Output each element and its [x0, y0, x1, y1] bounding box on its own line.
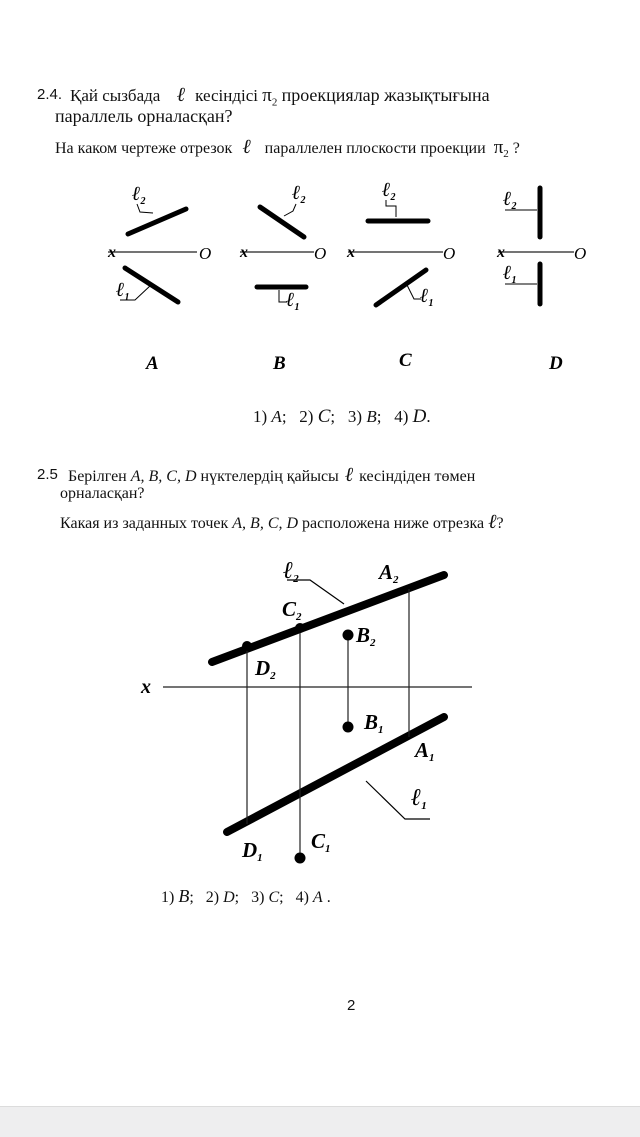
q24-ans1 — [253, 407, 287, 426]
q24-pi-symbol: π — [262, 85, 272, 106]
fig-c-l1-label — [420, 285, 434, 309]
fig-c-l1-segment — [376, 270, 426, 305]
q25-ru-text-a: Какая из заданных точек — [60, 515, 229, 532]
figure-label-b: B — [273, 353, 286, 374]
label-a2 — [377, 560, 399, 586]
q25-ans4 — [296, 889, 331, 906]
q24-pi-subscript: 2 — [271, 96, 278, 109]
label-b1-sub: 1 — [378, 724, 384, 736]
fig-c-l1-ell: ℓ — [420, 285, 429, 307]
label-a2-sub: 2 — [393, 574, 399, 586]
fig-b-x-label: x — [240, 244, 248, 261]
figure-label-a: A — [146, 353, 159, 374]
q24-ru-line — [55, 136, 520, 160]
q25-ru-text-b: расположена ниже отрезка — [302, 515, 485, 532]
q25-kz-line1 — [68, 464, 475, 487]
label-l1-sub: 1 — [421, 800, 427, 812]
q24-ans1-num: 1) — [253, 407, 268, 426]
q24-ru-pi-symbol: π — [493, 137, 504, 158]
fig-b-o-label: O — [314, 244, 327, 263]
fig-b-l2-leader — [284, 204, 296, 216]
q25-kz-line2: орналасқан? — [60, 485, 145, 502]
q25-x-label: x — [141, 676, 151, 698]
label-b1 — [363, 710, 384, 736]
label-a1-sub: 1 — [429, 752, 435, 764]
label-c1-letter: C — [311, 829, 326, 853]
q25-ans3-num: 3) — [251, 889, 265, 906]
q24-ru-pi-subscript: 2 — [503, 148, 509, 161]
q24-ans4-val: D — [412, 406, 427, 427]
label-l2-sub: 2 — [293, 573, 299, 585]
label-b1-letter: B — [364, 710, 379, 734]
q24-ans4-num: 4) — [394, 407, 409, 426]
label-c2-sub: 2 — [296, 611, 302, 623]
fig-a-l2-label — [132, 183, 146, 207]
label-c2 — [282, 597, 302, 623]
q24-kz-text-c: проекциялар жазықтығына — [281, 85, 490, 105]
q24-ans2-sep: ; — [330, 407, 336, 426]
q24-kz-text-b: кесіндісі — [195, 86, 258, 105]
figure-c — [346, 179, 455, 309]
q25-ans1 — [161, 886, 194, 906]
fig-d-l1-ell: ℓ — [503, 262, 512, 284]
label-l1 — [411, 785, 427, 812]
label-d1-sub: 1 — [257, 852, 263, 864]
q25-ans3-sep: ; — [279, 889, 284, 906]
point-b2 — [343, 630, 354, 641]
page-number: 2 — [347, 997, 356, 1014]
q25-number: 2.5 — [37, 466, 58, 483]
fig-d-l2-label — [503, 188, 517, 212]
q25-ans4-num: 4) — [295, 889, 309, 906]
q24-diagrams — [0, 170, 640, 400]
viewer-bottom-bar — [0, 1106, 640, 1137]
q25-ru-line — [60, 511, 504, 534]
label-d2-sub: 2 — [270, 670, 276, 682]
fig-b-l2-segment — [260, 207, 304, 237]
q25-ans2-sep: ; — [234, 889, 240, 906]
fig-b-l2-ell: ℓ — [292, 182, 301, 204]
q24-ru-text-a: На каком чертеже отрезок — [55, 140, 233, 157]
q24-kz-line2: параллель орналасқан? — [55, 106, 233, 126]
q25-ans1-val: B — [178, 886, 190, 906]
fig-b-l2-label — [292, 182, 306, 206]
q24-ru-text-b: параллелен плоскости проекции — [264, 140, 486, 157]
q25-answers — [161, 886, 331, 907]
fig-a-l2-ell: ℓ — [132, 183, 141, 205]
q25-diagram — [0, 540, 640, 880]
q24-ru-ell-symbol: ℓ — [242, 136, 251, 158]
fig-a-x-label: x — [108, 244, 116, 261]
fig-d-l1-label — [503, 262, 517, 286]
q24-ans1-sep: ; — [281, 407, 287, 426]
fig-a-l1-label — [116, 279, 130, 303]
fig-c-l2-sub: 2 — [390, 192, 396, 203]
q25-kz-points: A, B, C, D — [130, 468, 197, 485]
fig-c-l1-sub: 1 — [428, 298, 434, 309]
figure-d — [496, 188, 586, 304]
q25-ans2-num: 2) — [205, 889, 220, 906]
q25-ru-points: A, B, C, D — [232, 515, 299, 532]
label-c2-letter: C — [282, 597, 297, 621]
q24-ans3-num: 3) — [347, 407, 363, 426]
q24-ell-symbol: ℓ — [176, 84, 185, 106]
q24-ans3-sep: ; — [376, 407, 382, 426]
q25-ans1-sep: ; — [189, 889, 194, 906]
fig-b-l2-sub: 2 — [300, 195, 306, 206]
q25-kz-text-c: кесіндіден төмен — [359, 468, 476, 485]
label-l2-ell: ℓ — [283, 558, 294, 584]
q24-ans2-val: C — [317, 406, 331, 427]
label-a2-letter: A — [379, 560, 394, 584]
q24-number: 2.4. — [37, 86, 63, 103]
q25-ans4-sep: . — [326, 889, 331, 906]
q25-ru-question-mark: ? — [496, 515, 504, 532]
q24-ans3-val: B — [366, 407, 377, 426]
label-l2 — [283, 558, 299, 585]
label-a1 — [413, 738, 435, 764]
label-b2 — [355, 623, 376, 649]
fig-d-x-label: x — [497, 244, 505, 261]
point-b1 — [343, 722, 354, 733]
label-d2 — [254, 656, 276, 682]
q25-ans3 — [251, 889, 283, 906]
label-d2-letter: D — [255, 656, 271, 680]
q25-ans2 — [206, 889, 239, 906]
label-l1-ell: ℓ — [411, 785, 422, 811]
q25-ans1-num: 1) — [161, 889, 175, 906]
point-c1 — [295, 853, 306, 864]
q24-kz-line1 — [70, 84, 490, 108]
q25-ans3-val: C — [268, 889, 280, 906]
fig-a-l1-segment — [125, 268, 178, 302]
q24-ans4 — [394, 407, 430, 426]
fig-d-l2-sub: 2 — [511, 201, 517, 212]
fig-b-l1-sub: 1 — [294, 302, 300, 313]
q25-ans4-val: A — [312, 889, 323, 906]
label-c1-sub: 1 — [325, 843, 331, 855]
label-d1-letter: D — [242, 838, 258, 862]
fig-a-l2-segment — [128, 209, 186, 234]
q24-answers — [253, 406, 431, 428]
fig-a-o-label: O — [199, 244, 212, 263]
fig-c-l2-label — [382, 179, 396, 203]
fig-c-x-label: x — [347, 244, 355, 261]
q24-kz-text-a: Қай сызбада — [70, 86, 161, 105]
q25-ans2-val: D — [223, 889, 235, 906]
point-d2 — [242, 641, 252, 651]
fig-a-l1-sub: 1 — [124, 292, 130, 303]
label-d1 — [241, 838, 263, 864]
figure-label-d: D — [549, 353, 563, 374]
label-c1 — [311, 829, 331, 855]
fig-b-l1-ell: ℓ — [286, 289, 295, 311]
q24-ans3 — [348, 407, 382, 426]
q25-ru-ell-symbol: ℓ — [488, 511, 497, 533]
q25-l1-segment — [227, 717, 444, 832]
q24-ans4-sep: . — [426, 407, 431, 426]
fig-d-l2-ell: ℓ — [503, 188, 512, 210]
figure-b — [239, 182, 326, 313]
fig-d-o-label: O — [574, 244, 587, 263]
q24-ans2-num: 2) — [299, 407, 314, 426]
q25-kz-text-b: нүктелердің қайысы — [200, 468, 339, 485]
figure-label-c: C — [399, 350, 412, 371]
fig-c-l2-ell: ℓ — [382, 179, 391, 201]
q25-ell-symbol: ℓ — [344, 464, 354, 486]
label-b2-letter: B — [356, 623, 371, 647]
point-c2 — [295, 623, 305, 633]
figure-a — [107, 183, 211, 303]
q24-ru-question-mark: ? — [512, 140, 520, 157]
fig-a-l1-ell: ℓ — [116, 279, 125, 301]
fig-b-l1-label — [286, 289, 300, 313]
q24-ans2 — [299, 407, 335, 426]
q25-kz-text-a: Берілген — [68, 468, 127, 485]
label-a1-letter: A — [415, 738, 430, 762]
fig-d-l1-sub: 1 — [511, 275, 517, 286]
q24-ans1-val: A — [271, 407, 282, 426]
fig-a-l2-sub: 2 — [140, 196, 146, 207]
fig-c-o-label: O — [443, 244, 456, 263]
label-b2-sub: 2 — [370, 637, 376, 649]
